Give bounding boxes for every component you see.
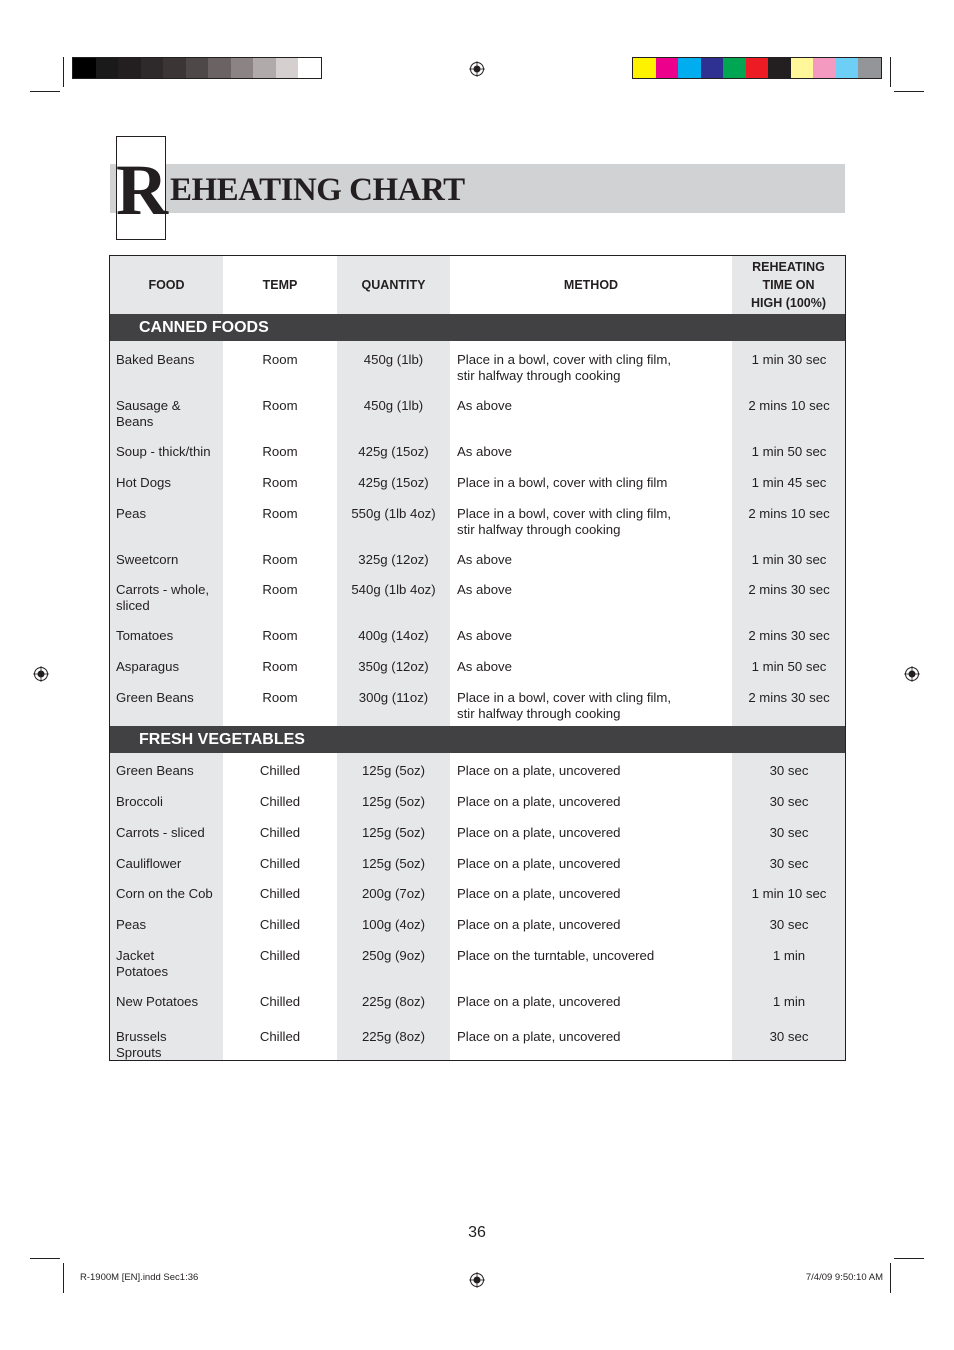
food-cell: Sweetcorn xyxy=(116,552,179,567)
section-header: FRESH VEGETABLES xyxy=(110,726,845,753)
quantity-cell: 200g (7oz) xyxy=(361,886,426,901)
quantity-cell: 540g (1lb 4oz) xyxy=(351,582,436,597)
time-cell: 1 min 50 sec xyxy=(751,444,827,459)
quantity-cell: 350g (12oz) xyxy=(358,659,429,674)
quantity-column-bg xyxy=(337,256,450,1060)
header-time: REHEATING TIME ON HIGH (100%) xyxy=(750,260,827,310)
quantity-cell: 450g (1lb) xyxy=(363,352,424,367)
method-cell: Place on a plate, uncovered xyxy=(457,994,621,1009)
food-cell: Brussels Sprouts xyxy=(116,1029,167,1060)
time-cell: 30 sec xyxy=(769,1029,809,1044)
food-cell: Baked Beans xyxy=(116,352,195,367)
method-cell: Place in a bowl, cover with cling film, stir halfway through cooking xyxy=(457,690,672,721)
time-cell: 1 min 45 sec xyxy=(751,475,827,490)
color-swatch xyxy=(791,58,814,78)
time-cell: 30 sec xyxy=(769,794,809,809)
color-swatch xyxy=(836,58,859,78)
temp-cell: Chilled xyxy=(259,1029,301,1044)
color-swatch xyxy=(276,58,299,78)
method-cell: Place on a plate, uncovered xyxy=(457,1029,621,1044)
color-swatch xyxy=(73,58,96,78)
color-swatch xyxy=(858,58,881,78)
temp-cell: Room xyxy=(262,398,298,413)
color-swatch xyxy=(768,58,791,78)
color-swatch xyxy=(656,58,679,78)
method-cell: Place on a plate, uncovered xyxy=(457,825,621,840)
food-cell: Broccoli xyxy=(116,794,163,809)
section-header: CANNED FOODS xyxy=(110,314,845,341)
method-cell: Place on a plate, uncovered xyxy=(457,856,621,871)
method-cell: Place on a plate, uncovered xyxy=(457,763,621,778)
color-swatch xyxy=(118,58,141,78)
color-swatch xyxy=(746,58,769,78)
page-title: EHEATING CHART xyxy=(170,172,465,208)
food-cell: Hot Dogs xyxy=(116,475,171,490)
food-cell: Tomatoes xyxy=(116,628,174,643)
temp-cell: Chilled xyxy=(259,825,301,840)
crop-mark xyxy=(894,91,924,92)
time-cell: 30 sec xyxy=(769,825,809,840)
method-cell: Place on the turntable, uncovered xyxy=(457,948,655,963)
method-cell: Place on a plate, uncovered xyxy=(457,917,621,932)
time-cell: 1 min 10 sec xyxy=(751,886,827,901)
method-cell: Place in a bowl, cover with cling film, stir halfway through cooking xyxy=(457,352,672,383)
temp-cell: Room xyxy=(262,352,298,367)
time-cell: 2 mins 30 sec xyxy=(748,628,830,643)
food-cell: Peas xyxy=(116,506,147,521)
method-cell: As above xyxy=(457,628,512,643)
temp-cell: Room xyxy=(262,506,298,521)
quantity-cell: 400g (14oz) xyxy=(358,628,429,643)
header-quantity: QUANTITY xyxy=(361,278,426,292)
crop-mark xyxy=(30,91,60,92)
method-cell: As above xyxy=(457,398,512,413)
quantity-cell: 450g (1lb) xyxy=(363,398,424,413)
temp-cell: Chilled xyxy=(259,856,301,871)
quantity-cell: 325g (12oz) xyxy=(358,552,429,567)
temp-cell: Room xyxy=(262,475,298,490)
method-cell: Place in a bowl, cover with cling film, stir halfway through cooking xyxy=(457,506,672,537)
time-cell: 1 min 50 sec xyxy=(751,659,827,674)
temp-cell: Chilled xyxy=(259,917,301,932)
color-swatch xyxy=(163,58,186,78)
food-cell: Corn on the Cob xyxy=(116,886,213,901)
color-swatch xyxy=(813,58,836,78)
quantity-cell: 125g (5oz) xyxy=(361,825,426,840)
color-swatch xyxy=(186,58,209,78)
time-cell: 30 sec xyxy=(769,763,809,778)
color-swatch xyxy=(678,58,701,78)
temp-cell: Chilled xyxy=(259,763,301,778)
quantity-cell: 100g (4oz) xyxy=(361,917,426,932)
quantity-cell: 300g (11oz) xyxy=(358,690,429,705)
time-cell: 2 mins 30 sec xyxy=(748,690,830,705)
time-cell: 2 mins 10 sec xyxy=(748,506,830,521)
color-swatch xyxy=(253,58,276,78)
quantity-cell: 250g (9oz) xyxy=(361,948,426,963)
quantity-cell: 125g (5oz) xyxy=(361,763,426,778)
color-swatch xyxy=(701,58,724,78)
registration-mark-icon xyxy=(33,666,49,682)
food-cell: Green Beans xyxy=(116,690,194,705)
header-temp: TEMP xyxy=(262,278,298,292)
crop-mark xyxy=(890,57,891,87)
time-cell: 1 min 30 sec xyxy=(751,552,827,567)
temp-cell: Chilled xyxy=(259,794,301,809)
temp-cell: Chilled xyxy=(259,994,301,1009)
title-initial: R xyxy=(116,150,168,230)
time-cell: 30 sec xyxy=(769,917,809,932)
header-food: FOOD xyxy=(148,278,185,292)
page-number: 36 xyxy=(468,1224,486,1241)
time-cell: 1 min 30 sec xyxy=(751,352,827,367)
method-cell: As above xyxy=(457,552,512,567)
quantity-cell: 125g (5oz) xyxy=(361,794,426,809)
footer-timestamp: 7/4/09 9:50:10 AM xyxy=(805,1272,883,1283)
food-cell: Green Beans xyxy=(116,763,194,778)
food-cell: Jacket Potatoes xyxy=(116,948,169,979)
method-cell: Place on a plate, uncovered xyxy=(457,886,621,901)
grayscale-color-bar xyxy=(72,57,322,79)
crop-mark xyxy=(63,1263,64,1293)
time-cell: 2 mins 30 sec xyxy=(748,582,830,597)
food-cell: Cauliflower xyxy=(116,856,182,871)
quantity-cell: 425g (15oz) xyxy=(358,475,429,490)
header-method: METHOD xyxy=(563,278,619,292)
time-column-bg xyxy=(732,256,845,1060)
quantity-cell: 225g (8oz) xyxy=(361,994,426,1009)
food-cell: New Potatoes xyxy=(116,994,199,1009)
temp-cell: Room xyxy=(262,444,298,459)
color-swatch xyxy=(96,58,119,78)
method-cell: As above xyxy=(457,582,512,597)
time-cell: 30 sec xyxy=(769,856,809,871)
crop-mark xyxy=(63,57,64,87)
color-swatch xyxy=(723,58,746,78)
food-cell: Carrots - sliced xyxy=(116,825,205,840)
color-swatch xyxy=(633,58,656,78)
quantity-cell: 425g (15oz) xyxy=(358,444,429,459)
time-cell: 1 min xyxy=(772,948,806,963)
color-swatch xyxy=(298,58,321,78)
quantity-cell: 550g (1lb 4oz) xyxy=(351,506,436,521)
color-swatch xyxy=(141,58,164,78)
food-cell: Sausage & Beans xyxy=(116,398,181,429)
method-cell: As above xyxy=(457,659,512,674)
temp-cell: Room xyxy=(262,582,298,597)
method-cell: Place in a bowl, cover with cling film xyxy=(457,475,668,490)
reheating-table xyxy=(109,255,846,1061)
temp-cell: Room xyxy=(262,552,298,567)
registration-mark-icon xyxy=(904,666,920,682)
food-cell: Soup - thick/thin xyxy=(116,444,211,459)
food-cell: Asparagus xyxy=(116,659,180,674)
footer-file-info: R-1900M [EN].indd Sec1:36 xyxy=(80,1272,199,1283)
crop-mark xyxy=(894,1258,924,1259)
crop-mark xyxy=(30,1258,60,1259)
crop-mark xyxy=(890,1263,891,1293)
food-cell: Peas xyxy=(116,917,147,932)
process-color-bar xyxy=(632,57,882,79)
temp-cell: Room xyxy=(262,690,298,705)
temp-cell: Room xyxy=(262,659,298,674)
food-cell: Carrots - whole, sliced xyxy=(116,582,210,613)
temp-cell: Chilled xyxy=(259,948,301,963)
color-swatch xyxy=(208,58,231,78)
temp-cell: Chilled xyxy=(259,886,301,901)
color-swatch xyxy=(231,58,254,78)
quantity-cell: 225g (8oz) xyxy=(361,1029,426,1044)
food-column-bg xyxy=(110,256,223,1060)
method-cell: As above xyxy=(457,444,512,459)
method-cell: Place on a plate, uncovered xyxy=(457,794,621,809)
registration-mark-icon xyxy=(469,1272,485,1288)
quantity-cell: 125g (5oz) xyxy=(361,856,426,871)
time-cell: 2 mins 10 sec xyxy=(748,398,830,413)
time-cell: 1 min xyxy=(772,994,806,1009)
registration-mark-icon xyxy=(469,61,485,77)
temp-cell: Room xyxy=(262,628,298,643)
